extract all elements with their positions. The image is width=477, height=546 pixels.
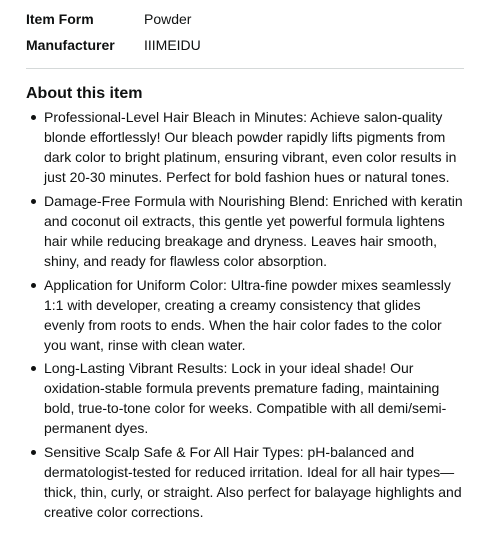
bullet-text: Long-Lasting Vibrant Results: Lock in your ideal shade! Our oxidation-stable formula prevents premature fading, maintaining bold, true-to-tone color for weeks. Compatible with all demi/semi-permanent dyes. [44,360,447,437]
bullet-text: Sensitive Scalp Safe & For All Hair Types: pH-balanced and dermatologist-tested for reduced irritation. Ideal for all hair types—thick, thin, curly, or straight. Also perfect for balayage highlights and creative color corrections. [44,444,462,521]
bullet-icon [31,199,36,204]
bullet-text: Damage-Free Formula with Nourishing Blend: Enriched with keratin and coconut oil extracts, this gentle yet powerful formula lightens hair while reducing breakage and dryness. Leaves hair smooth, shiny, and ready for flawless color absorption. [44,192,463,269]
about-this-item-heading: About this item [26,85,143,102]
bullet-text: Professional-Level Hair Bleach in Minutes: Achieve salon-quality blonde effortlessly! Our bleach powder rapidly lifts pigments from dark color to bright platinum, ensuring vibrant, even color results in just 20-30 minutes. Perfect for bold fashion hues or natural tones. [44,109,457,185]
bullet-icon [31,115,36,120]
list-item [26,191,464,271]
list-item [26,442,464,522]
list-item [26,107,464,187]
spec-value: Powder [144,11,192,27]
about-bullet-list [26,107,463,522]
section-divider [26,68,464,69]
spec-row-manufacturer [26,32,463,58]
spec-row-item-form [26,6,463,32]
list-item [26,358,464,438]
bullet-icon [31,283,36,288]
spec-value: IIIMEIDU [144,37,201,53]
product-specs-table [26,6,463,58]
spec-label: Manufacturer [26,37,115,53]
list-item [26,275,464,355]
bullet-icon [31,450,36,455]
bullet-text: Application for Uniform Color: Ultra-fine powder mixes seamlessly 1:1 with developer, creating a creamy consistency that glides evenly from roots to ends. When the hair color fades to the color you want, rinse with clean water. [44,276,451,353]
spec-label: Item Form [26,11,94,27]
bullet-icon [31,366,36,371]
